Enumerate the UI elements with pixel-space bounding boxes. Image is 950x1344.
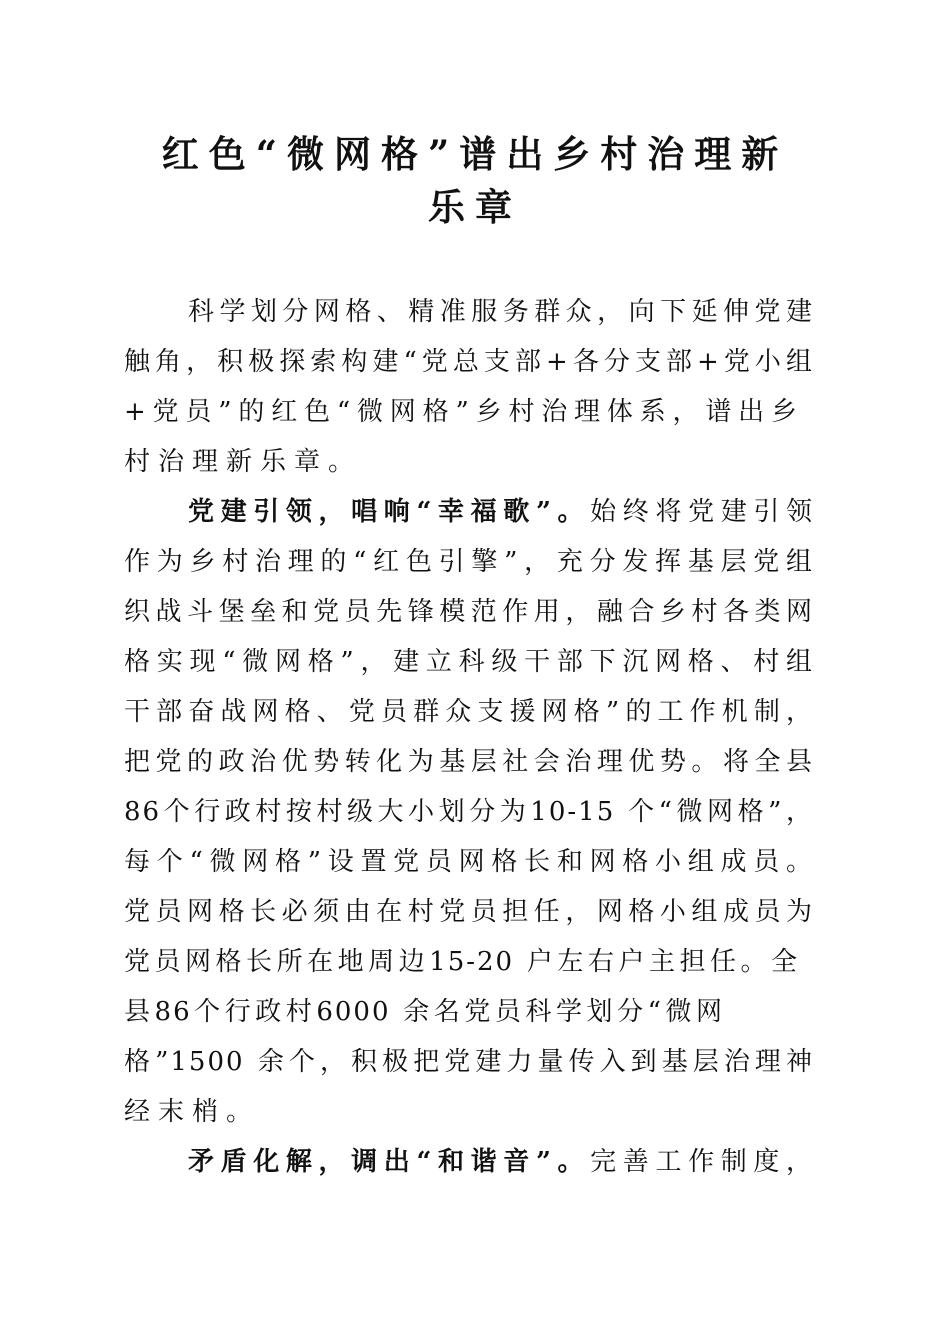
document-body: [124, 287, 814, 1187]
title-line-2: 乐章: [428, 185, 522, 229]
p2-line-8: 每个“微网格”设置党员网格长和网格小组成员。: [124, 847, 814, 877]
p2-line-6: 把党的政治优势转化为基层社会治理优势。将全县: [124, 747, 814, 777]
p3-line-1-rest: 完善工作制度，: [590, 1147, 814, 1177]
p1-line-3: +党员”的红色“微网格”乡村治理体系，谱出乡: [124, 397, 799, 427]
p2-line-5: 干部奋战网格、党员群众支援网格”的工作机制，: [124, 697, 814, 727]
p2-line-1-rest: 始终将党建引领: [590, 497, 814, 527]
p2-line-10: 党员网格长所在地周边15-20 户左右户主担任。全: [124, 947, 799, 977]
p1-line-1: 科学划分网格、精准服务群众，向下延伸党建: [188, 297, 814, 327]
p2-line-7: 86个行政村按村级大小划分为10-15 个“微网格”，: [124, 797, 814, 827]
p2-line-2: 作为乡村治理的“红色引擎”，充分发挥基层党组: [124, 547, 814, 577]
p3-heading: 矛盾化解，调出“和谐音”。: [188, 1147, 591, 1177]
p3-line-1: [124, 1137, 814, 1187]
p1-line-4: 村治理新乐章。: [124, 447, 363, 477]
p2-line-11: 县86个行政村6000 余名党员科学划分“微网: [124, 997, 724, 1027]
document-title: [120, 128, 830, 234]
p1-line-2: 触角，积极探索构建“党总支部+各分支部+党小组: [124, 347, 814, 377]
title-line-1: 红色“微网格”谱出乡村治理新: [161, 132, 789, 176]
p2-line-9: 党员网格长必须由在村党员担任，网格小组成员为: [124, 897, 814, 927]
p2-line-12: 格”1500 余个，积极把党建力量传入到基层治理神: [124, 1047, 814, 1077]
p2-line-1: [124, 487, 814, 537]
p2-line-3: 织战斗堡垒和党员先锋模范作用，融合乡村各类网: [124, 597, 814, 627]
p2-line-13: 经末梢。: [124, 1097, 261, 1127]
p2-line-4: 格实现“微网格”，建立科级干部下沉网格、村组: [124, 647, 814, 677]
p2-heading: 党建引领，唱响“幸福歌”。: [188, 497, 591, 527]
